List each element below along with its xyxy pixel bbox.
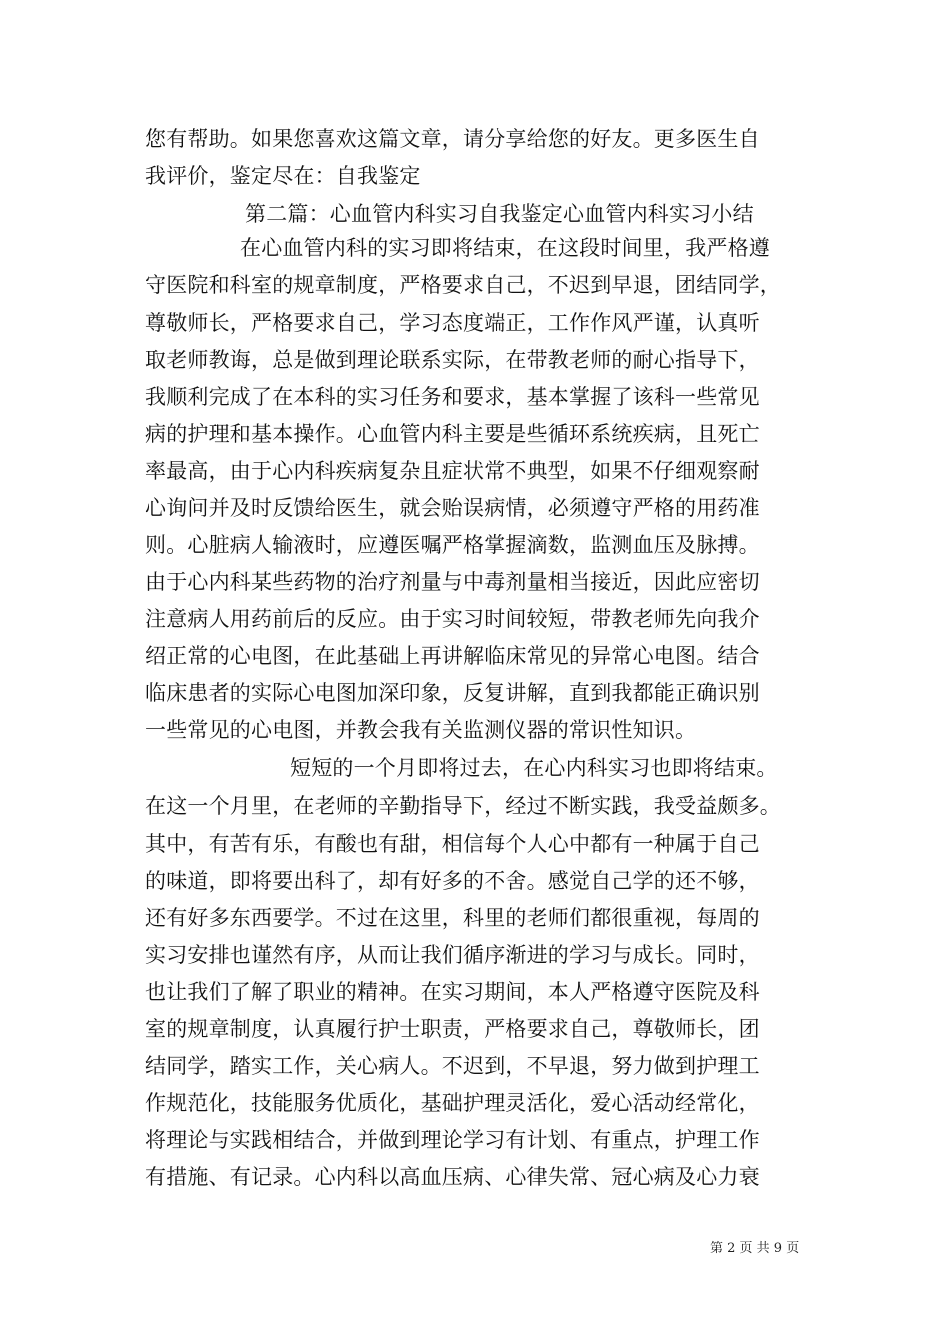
text-line: 的味道，即将要出科了，却有好多的不舍。感觉自己学的还不够，: [145, 869, 760, 893]
text-line: 尊敬师长，严格要求自己，学习态度端正，工作作风严谨，认真听: [145, 311, 760, 335]
text-line: 守医院和科室的规章制度，严格要求自己，不迟到早退，团结同学，: [145, 273, 781, 297]
section-heading: 第二篇：心血管内科实习自我鉴定心血管内科实习小结: [245, 202, 754, 226]
paragraph-start: 短短的一个月即将过去，在心内科实习也即将结束。: [290, 756, 778, 780]
text-line: 还有好多东西要学。不过在这里，科里的老师们都很重视，每周的: [145, 906, 760, 930]
text-line: 临床患者的实际心电图加深印象，反复讲解，直到我都能正确识别: [145, 681, 760, 705]
text-line: 其中，有苦有乐，有酸也有甜，相信每个人心中都有一种属于自己: [145, 832, 760, 856]
paragraph-start: 在心血管内科的实习即将结束，在这段时间里，我严格遵: [240, 236, 770, 260]
text-line: 也让我们了解了职业的精神。在实习期间，本人严格遵守医院及科: [145, 980, 760, 1004]
text-line: 将理论与实践相结合，并做到理论学习有计划、有重点，护理工作: [145, 1128, 760, 1152]
text-line: 则。心脏病人输液时，应遵医嘱严格掌握滴数，监测血压及脉搏。: [145, 533, 760, 557]
text-line: 我评价，鉴定尽在：自我鉴定: [145, 164, 421, 188]
text-line: 我顺利完成了在本科的实习任务和要求，基本掌握了该科一些常见: [145, 385, 760, 409]
text-line: 室的规章制度，认真履行护士职责，严格要求自己，尊敬师长，团: [145, 1017, 760, 1041]
text-line: 有措施、有记录。心内科以高血压病、心律失常、冠心病及心力衰: [145, 1165, 760, 1189]
text-line: 取老师教诲，总是做到理论联系实际，在带教老师的耐心指导下，: [145, 348, 760, 372]
text-line: 病的护理和基本操作。心血管内科主要是些循环系统疾病，且死亡: [145, 422, 760, 446]
text-line: 率最高，由于心内科疾病复杂且症状常不典型，如果不仔细观察耐: [145, 459, 760, 483]
page-number: 第 2 页 共 9 页: [710, 1241, 800, 1256]
text-line: 由于心内科某些药物的治疗剂量与中毒剂量相当接近，因此应密切: [145, 570, 760, 594]
text-line: 实习安排也谨然有序，从而让我们循序渐进的学习与成长。同时，: [145, 943, 760, 967]
text-line: 在这一个月里，在老师的辛勤指导下，经过不断实践，我受益颇多。: [145, 794, 781, 818]
text-line: 注意病人用药前后的反应。由于实习时间较短，带教老师先向我介: [145, 607, 760, 631]
text-line: 您有帮助。如果您喜欢这篇文章，请分享给您的好友。更多医生自: [145, 127, 760, 151]
text-line: 一些常见的心电图，并教会我有关监测仪器的常识性知识。: [145, 718, 697, 742]
text-line: 心询问并及时反馈给医生，就会贻误病情，必须遵守严格的用药准: [145, 496, 760, 520]
text-line: 作规范化，技能服务优质化，基础护理灵活化，爱心活动经常化，: [145, 1091, 760, 1115]
text-line: 绍正常的心电图，在此基础上再讲解临床常见的异常心电图。结合: [145, 644, 760, 668]
text-line: 结同学，踏实工作，关心病人。不迟到，不早退，努力做到护理工: [145, 1054, 760, 1078]
